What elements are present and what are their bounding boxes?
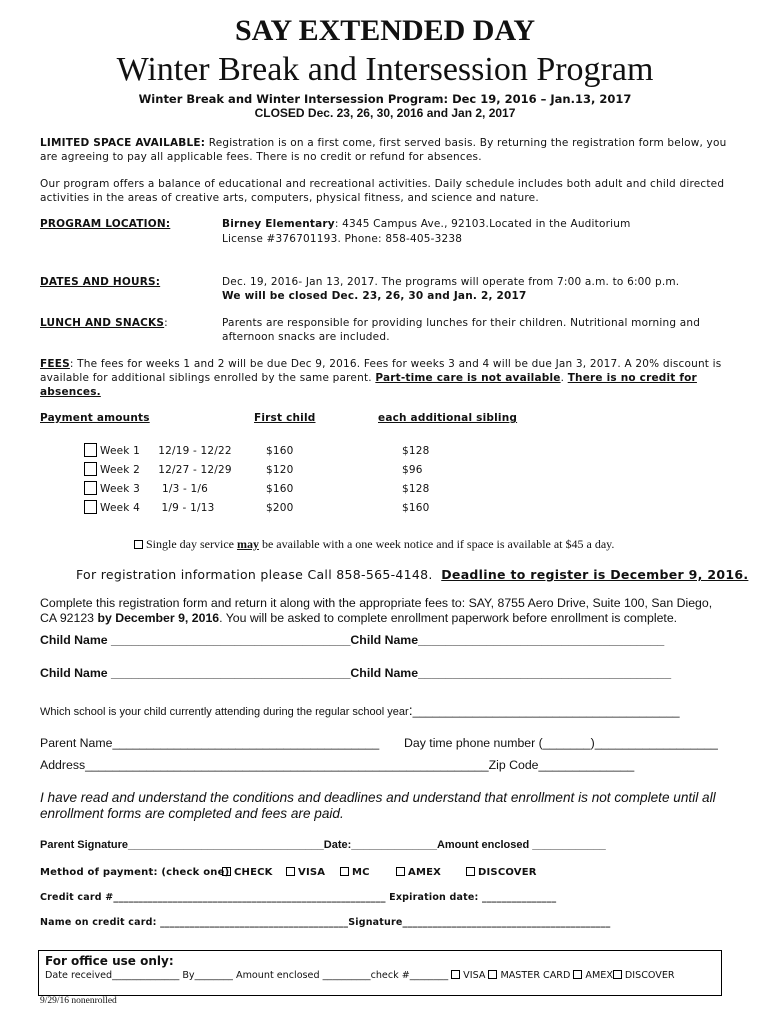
program-location-address: Birney Elementary: 4345 Campus Ave., 92103.Located in the Auditorium xyxy=(222,218,631,230)
amex-checkbox[interactable] xyxy=(396,867,405,876)
agreement-line2: enrollment forms are completed and fees are paid. xyxy=(40,806,344,821)
lunch-snacks-line1: Parents are responsible for providing lunches for their children. Nutritional morning and xyxy=(222,317,701,329)
week-sibling-fee: $96 xyxy=(402,464,423,476)
week-checkbox[interactable] xyxy=(84,481,97,495)
week-checkbox[interactable] xyxy=(84,500,97,514)
week-row: Week 3 xyxy=(84,482,140,496)
check-checkbox[interactable] xyxy=(222,867,231,876)
lunch-snacks-label: LUNCH AND SNACKS: xyxy=(40,317,168,329)
payment-method-label: Method of payment: (check one) xyxy=(40,867,230,878)
week-first-fee: $200 xyxy=(266,502,294,514)
program-description-line1: Our program offers a balance of educational and recreational activities. Daily schedule includes both adult and child directed xyxy=(40,178,725,190)
program-location-label: PROGRAM LOCATION: xyxy=(40,218,171,230)
limited-space-label: LIMITED SPACE AVAILABLE: xyxy=(40,137,206,149)
visa-checkbox[interactable] xyxy=(286,867,295,876)
school-field[interactable]: Which school is your child currently attending during the regular school year:________________________________________ xyxy=(40,702,680,718)
program-dates-line: Winter Break and Winter Intersession Program: Dec 19, 2016 – Jan.13, 2017 xyxy=(138,92,632,106)
payment-option-visa[interactable]: VISA xyxy=(286,867,325,878)
week-row: Week 2 xyxy=(84,463,140,477)
week-first-fee: $160 xyxy=(266,483,294,495)
complete-instructions-line1: Complete this registration form and return it along with the appropriate fees to: SAY, 8755 Aero Drive, Suite 100, San Diego, xyxy=(40,596,713,610)
name-on-card-line[interactable]: Name on credit card: ______________________________________Signature__________________________________________ xyxy=(40,917,611,928)
fees-line1: FEES: The fees for weeks 1 and 2 will be due Dec 9, 2016. Fees for weeks 3 and 4 will be due Jan 3, 2017. A 20% discount is xyxy=(40,358,722,370)
program-description-line2: activities in the areas of creative arts, computers, physical fitness, and science and nature. xyxy=(40,192,539,204)
office-use-fields: Date received______________ By________ Amount enclosed __________check #________ VISA MASTER CARD AMEX DISCOVER xyxy=(45,970,675,981)
dates-hours-label: DATES AND HOURS: xyxy=(40,276,161,288)
parent-name-field[interactable]: Parent Name_______________________________________ xyxy=(40,736,380,750)
dates-hours-line2: We will be closed Dec. 23, 26, 30 and Jan. 2, 2017 xyxy=(222,290,527,302)
single-day-note: Single day service may be available with a one week notice and if space is available at $45 a day. xyxy=(134,537,614,552)
week-sibling-fee: $128 xyxy=(402,445,430,457)
registration-info-line: For registration information please Call 858-565-4148. Deadline to register is December 9, 2016. xyxy=(76,567,749,582)
phone-field[interactable]: Day time phone number (_______)__________________ xyxy=(404,736,718,750)
week-sibling-fee: $128 xyxy=(402,483,430,495)
week-checkbox[interactable] xyxy=(84,443,97,457)
form-code: 9/29/16 nonenrolled xyxy=(40,996,117,1006)
sibling-header: each additional sibling xyxy=(378,412,518,424)
week-row: Week 4 xyxy=(84,501,140,515)
payment-option-amex[interactable]: AMEX xyxy=(396,867,441,878)
office-use-title: For office use only: xyxy=(45,954,174,968)
week-first-fee: $120 xyxy=(266,464,294,476)
lunch-snacks-line2: afternoon snacks are included. xyxy=(222,331,390,343)
office-visa-checkbox[interactable] xyxy=(451,970,460,979)
page-title: SAY EXTENDED DAY xyxy=(234,14,536,47)
child-name-row-2[interactable]: Child Name ___________________________________Child Name_____________________________________ xyxy=(40,666,672,680)
complete-instructions-line2: CA 92123 by December 9, 2016. You will be asked to complete enrollment paperwork before enrollment is complete. xyxy=(40,611,678,625)
week-row: Week 1 xyxy=(84,444,140,458)
parent-signature-line[interactable]: Parent Signature________________________________Date:______________Amount enclosed ____________ xyxy=(40,839,606,851)
fees-line3: absences. xyxy=(40,386,101,398)
week-first-fee: $160 xyxy=(266,445,294,457)
office-use-box xyxy=(38,950,722,996)
week-checkbox[interactable] xyxy=(84,462,97,476)
dates-hours-line1: Dec. 19, 2016- Jan 13, 2017. The programs will operate from 7:00 a.m. to 6:00 p.m. xyxy=(222,276,680,288)
week-dates: 1/9 - 1/13 xyxy=(161,502,215,514)
registration-deadline: Deadline to register is December 9, 2016. xyxy=(441,567,749,582)
agreement-line1: I have read and understand the conditions and deadlines and understand that enrollment is not complete until all xyxy=(40,790,716,805)
payment-option-mc[interactable]: MC xyxy=(340,867,370,878)
discover-checkbox[interactable] xyxy=(466,867,475,876)
credit-card-line[interactable]: Credit card #_______________________________________________________ Expiration date: _______________ xyxy=(40,892,557,903)
week-sibling-fee: $160 xyxy=(402,502,430,514)
week-dates: 12/19 - 12/22 xyxy=(158,445,232,457)
payment-option-check[interactable]: CHECK xyxy=(222,867,273,878)
child-name-row-1[interactable]: Child Name ___________________________________Child Name____________________________________ xyxy=(40,633,665,647)
week-dates: 1/3 - 1/6 xyxy=(161,483,209,495)
fees-label: FEES xyxy=(40,358,70,370)
fees-line2: available for additional siblings enrolled by the same parent. Part-time care is not available. There is no credit for xyxy=(40,372,697,384)
single-day-checkbox[interactable] xyxy=(134,540,143,549)
week-dates: 12/27 - 12/29 xyxy=(158,464,232,476)
office-discover-checkbox[interactable] xyxy=(613,970,622,979)
first-child-header: First child xyxy=(254,412,316,424)
mc-checkbox[interactable] xyxy=(340,867,349,876)
limited-space-line2: are agreeing to pay all applicable fees. There is no credit or refund for absences. xyxy=(40,151,482,163)
closed-dates-line: CLOSED Dec. 23, 26, 30, 2016 and Jan 2, 2017 xyxy=(254,106,516,120)
office-amex-checkbox[interactable] xyxy=(573,970,582,979)
address-field[interactable]: Address___________________________________________________________Zip Code______________ xyxy=(40,758,635,772)
license-phone: License #376701193. Phone: 858-405-3238 xyxy=(222,233,463,245)
office-mastercard-checkbox[interactable] xyxy=(488,970,497,979)
page-subtitle: Winter Break and Intersession Program xyxy=(116,51,654,88)
payment-option-discover[interactable]: DISCOVER xyxy=(466,867,537,878)
limited-space-paragraph: LIMITED SPACE AVAILABLE: Registration is on a first come, first served basis. By returning the registration form below, you xyxy=(40,137,727,149)
payment-amounts-header: Payment amounts xyxy=(40,412,150,424)
